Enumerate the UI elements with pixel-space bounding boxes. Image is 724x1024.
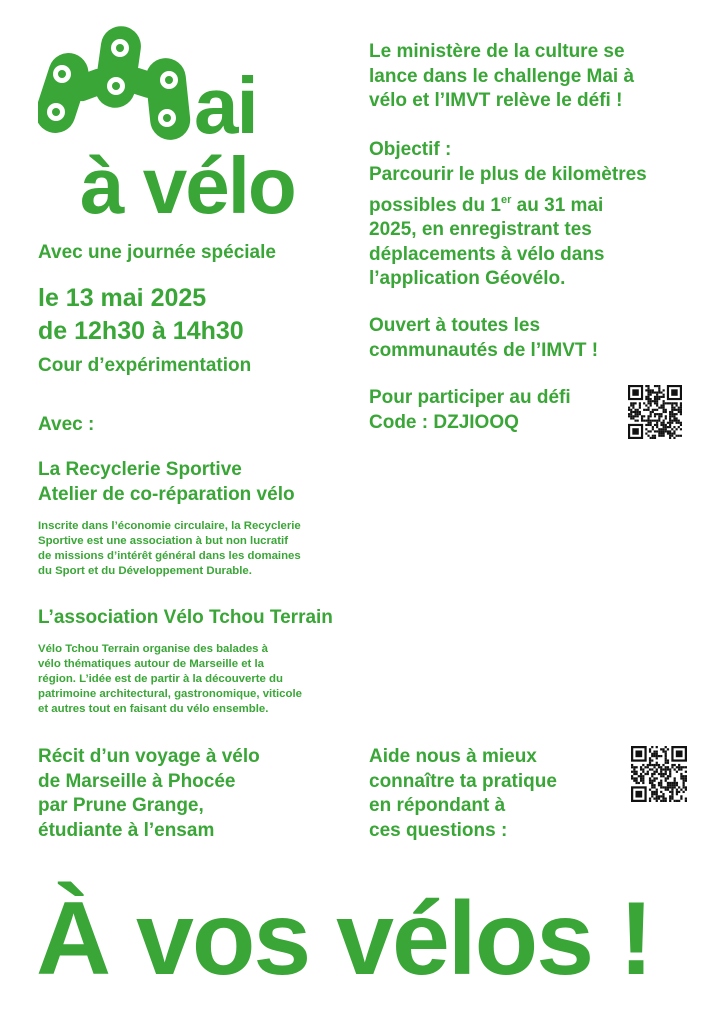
objective-superscript: er: [500, 193, 512, 206]
org1-title: La Recyclerie Sportive Atelier de co-réparation vélo: [38, 459, 295, 505]
org2-title: L’association Vélo Tchou Terrain: [38, 607, 333, 628]
logo: [38, 22, 328, 230]
org1-description: Inscrite dans l’économie circulaire, la Recyclerie Sportive est une association à but non lucratif de missions d’intérêt général dans les domaines du Sport et du Développement Durable.: [38, 520, 301, 577]
qr-code-icon[interactable]: [631, 746, 687, 802]
objective-label: Objectif :: [369, 139, 452, 160]
logo-word-ai: ai: [194, 61, 257, 150]
intro-text: Le ministère de la culture se lance dans le challenge Mai à vélo et l’IMVT relève le défi !: [369, 41, 635, 111]
with-label: Avec :: [38, 414, 95, 435]
event-place: Cour d’expérimentation: [38, 355, 252, 376]
event-date: le 13 mai 2025 de 12h30 à 14h30: [38, 284, 244, 345]
objective-text: [369, 163, 647, 292]
challenge-code: Code : DZJIOOQ: [369, 412, 519, 433]
objective-text-end: au 31 mai 2025, en enregistrant tes déplacements à vélo dans l’application Géovélo.: [369, 194, 605, 289]
open-to-all-text: Ouvert à toutes les communautés de l’IMVT !: [369, 315, 599, 361]
footer-slogan: À vos vélos !: [36, 881, 652, 997]
participate-label: Pour participer au défi: [369, 387, 571, 408]
special-day-label: Avec une journée spéciale: [38, 242, 276, 263]
org2-description: Vélo Tchou Terrain organise des balades à vélo thématiques autour de Marseille et la région. L’idée est de partir à la découverte du patrimoine architectural, gastronomique, viticole et autres tout en faisant du vélo ensemble.: [38, 643, 302, 715]
bike-chain-icon: [38, 22, 198, 142]
logo-word-a-velo: à vélo: [80, 141, 295, 230]
story-text: Récit d’un voyage à vélo de Marseille à Phocée par Prune Grange, étudiante à l’ensam: [38, 746, 260, 841]
survey-text: Aide nous à mieux connaître ta pratique en répondant à ces questions :: [369, 746, 557, 841]
objective-text-start: Parcourir le plus de kilomètres possibles du 1: [369, 164, 647, 216]
qr-code-icon[interactable]: [628, 385, 682, 439]
